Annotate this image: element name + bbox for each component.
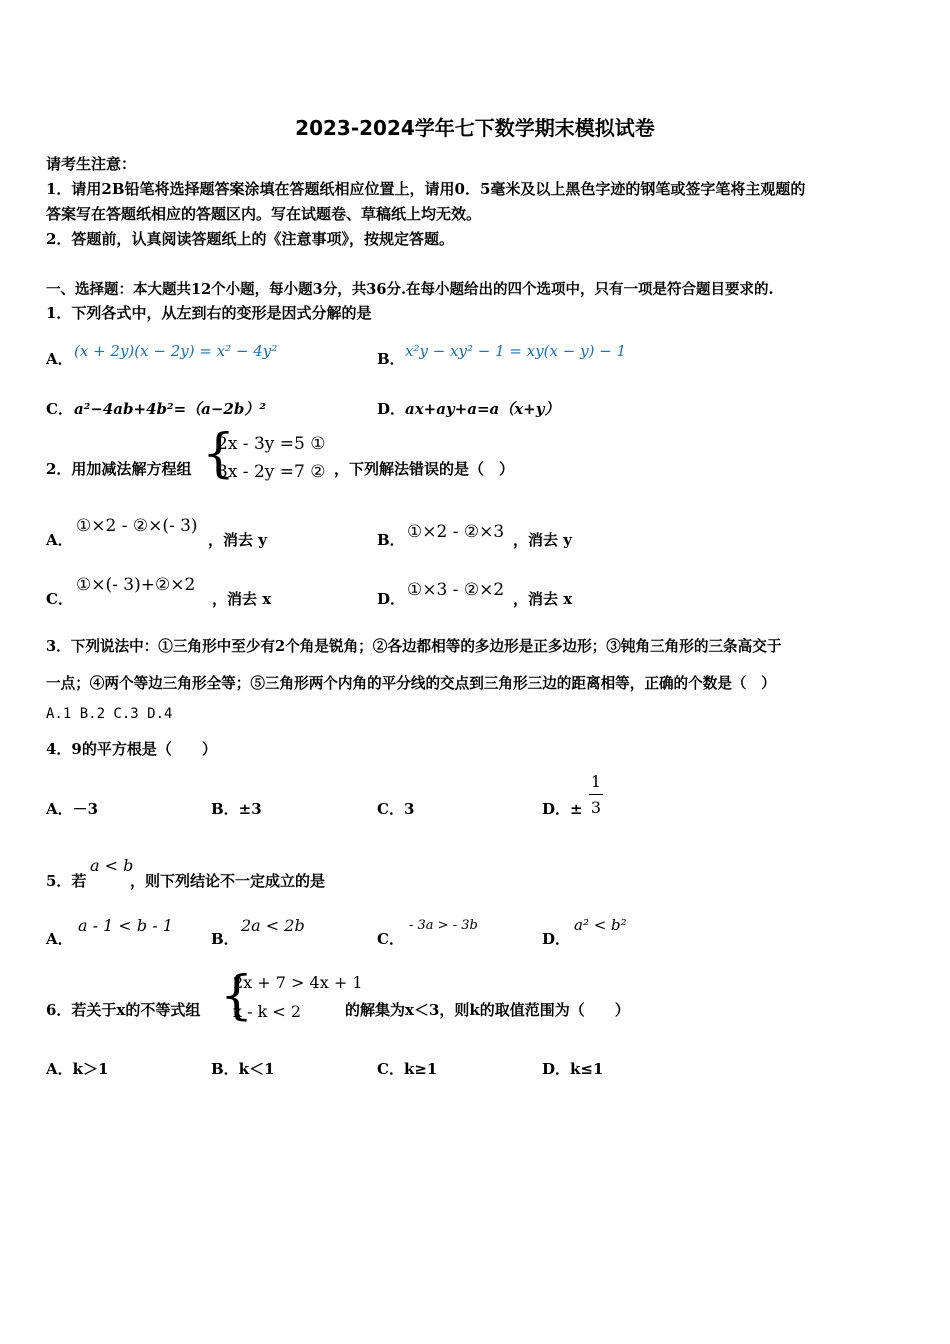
q2-option-a: ①×2 - ②×(- 3) xyxy=(76,516,198,536)
q5-option-d-label: D． xyxy=(542,930,571,948)
q4-option-b: B．±3 xyxy=(211,800,262,818)
q2-option-b: ①×2 - ②×3 xyxy=(407,522,505,542)
q1-option-d-label: D． xyxy=(377,400,406,418)
q6-option-c: C．k≥1 xyxy=(377,1060,438,1078)
page-title: 2023-2024学年七下数学期末模拟试卷 xyxy=(295,116,655,140)
section-heading: 一、选择题：本大题共12个小题，每小题3分，共36分.在每小题给出的四个选项中，只有一项是符合题目要求的. xyxy=(46,281,774,298)
q2-stem: 2．用加减法解方程组 xyxy=(46,460,192,478)
q4-fraction-bar xyxy=(589,794,603,795)
q5-option-a: a - 1 < b - 1 xyxy=(78,916,173,935)
q1-stem: 1．下列各式中，从左到右的变形是因式分解的是 xyxy=(46,304,372,322)
q6-option-a: A．k＞1 xyxy=(46,1060,109,1078)
notice-line-1b: 答案写在答题纸相应的答题区内。写在试题卷、草稿纸上均无效。 xyxy=(46,205,482,223)
notice-line-2: 2．答题前，认真阅读答题纸上的《注意事项》，按规定答题。 xyxy=(46,230,454,248)
q2-stem-tail: ，下列解法错误的是（ ） xyxy=(334,460,515,478)
q3-line-1: 3．下列说法中：①三角形中至少有2个角是锐角；②各边都相等的多边形是正多边形；③钝角三角形的三条高交于 xyxy=(46,638,782,655)
q6-option-b: B．k＜1 xyxy=(211,1060,275,1078)
q2-option-a-tail: ，消去 y xyxy=(208,531,267,549)
q5-stem-post: ，则下列结论不一定成立的是 xyxy=(130,872,326,890)
q6-stem: 6．若关于x的不等式组 xyxy=(46,1001,201,1019)
q5-option-a-label: A． xyxy=(46,930,73,948)
q6-stem-tail: 的解集为x＜3，则k的取值范围为（ ） xyxy=(345,1001,630,1019)
q4-option-d-label: D．± xyxy=(542,800,583,818)
q1-option-a: (x + 2y)(x − 2y) = x² − 4y² xyxy=(74,342,278,360)
q5-option-b: 2a < 2b xyxy=(241,916,305,935)
q1-option-a-label: A． xyxy=(46,350,73,368)
q6-brace: { xyxy=(220,966,254,1026)
q2-option-d-tail: ，消去 x xyxy=(513,590,573,608)
q4-option-d-denominator: 3 xyxy=(590,798,602,817)
q2-option-b-tail: ，消去 y xyxy=(513,531,572,549)
q4-option-a: A．－3 xyxy=(46,800,99,818)
q1-option-b: x²y − xy² − 1 = xy(x − y) − 1 xyxy=(405,342,627,360)
q5-option-c-label: C． xyxy=(377,930,404,948)
q1-option-c: a²−4ab+4b²=（a−2b）² xyxy=(74,400,266,418)
q4-option-d-numerator: 1 xyxy=(590,772,602,791)
q2-option-c: ①×(- 3)+②×2 xyxy=(76,575,196,595)
q6-inequality-2: x - k < 2 xyxy=(233,1002,302,1021)
q5-option-b-label: B． xyxy=(211,930,239,948)
q6-inequality-1: 2x + 7 > 4x + 1 xyxy=(233,973,363,992)
q2-option-a-label: A． xyxy=(46,531,73,549)
q1-option-c-label: C． xyxy=(46,400,73,418)
q5-stem-pre: 5．若 xyxy=(46,872,87,890)
q2-option-c-tail: ，消去 x xyxy=(212,590,272,608)
q2-equation-1: 2x - 3y =5 ① xyxy=(217,434,326,454)
q2-option-b-label: B． xyxy=(377,531,405,549)
q3-line-2: 一点；④两个等边三角形全等；⑤三角形两个内角的平分线的交点到三角形三边的距离相等，正确的个数是（ ） xyxy=(46,675,776,692)
notice-line-1: 1．请用2B铅笔将选择题答案涂填在答题纸相应位置上，请用0．5毫米及以上黑色字迹的钢笔或签字笔将主观题的 xyxy=(46,180,806,198)
q2-equation-2: 3x - 2y =7 ② xyxy=(217,462,326,482)
q2-option-c-label: C． xyxy=(46,590,73,608)
q1-option-d: ax+ay+a=a（x+y） xyxy=(405,400,560,418)
q4-stem: 4．9的平方根是（ ） xyxy=(46,740,217,758)
q2-brace: { xyxy=(202,424,236,484)
q2-option-d: ①×3 - ②×2 xyxy=(407,580,505,600)
q2-option-d-label: D． xyxy=(377,590,406,608)
q6-option-d: D．k≤1 xyxy=(542,1060,604,1078)
notice-heading: 请考生注意： xyxy=(46,155,137,173)
q5-option-d: a² < b² xyxy=(574,916,627,934)
q4-option-c: C．3 xyxy=(377,800,415,818)
q5-option-c: - 3a > - 3b xyxy=(409,918,478,933)
q1-option-b-label: B． xyxy=(377,350,405,368)
q5-condition: a < b xyxy=(90,856,134,875)
q3-options: A.1 B.2 C.3 D.4 xyxy=(46,706,173,722)
